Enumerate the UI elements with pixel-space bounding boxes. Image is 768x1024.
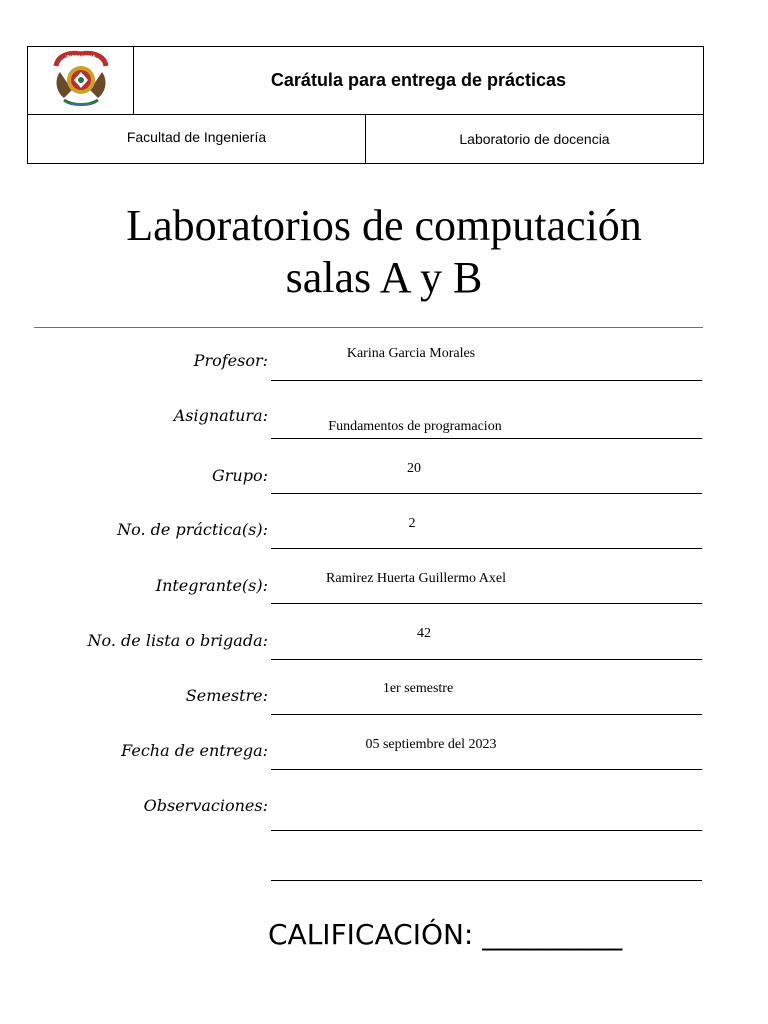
main-title-line-2: salas A y B: [285, 253, 483, 302]
asignatura-value: Fundamentos de programacion: [328, 419, 502, 434]
title-divider: [34, 327, 703, 328]
semestre-line: [271, 714, 702, 715]
observaciones-label: Observaciones:: [143, 796, 268, 815]
practica-value: 2: [408, 516, 416, 531]
lista-value: 42: [417, 626, 431, 641]
practica-line: [271, 548, 702, 549]
grupo-value: 20: [407, 461, 421, 476]
practica-label: No. de práctica(s):: [117, 520, 268, 539]
lista-label: No. de lista o brigada:: [87, 631, 268, 650]
lista-line: [271, 659, 702, 660]
asignatura-line: [271, 438, 702, 439]
observaciones-line-1: [271, 830, 702, 831]
grupo-line: [271, 493, 702, 494]
observaciones-line-2: [271, 880, 702, 881]
fecha-label: Fecha de entrega:: [121, 741, 268, 760]
fecha-line: [271, 769, 702, 770]
faculty-seal-logo: [50, 50, 112, 112]
integrantes-label: Integrante(s):: [155, 576, 268, 595]
logo-cell: [28, 47, 134, 114]
grade-label: CALIFICACIÓN: __________: [268, 918, 623, 951]
lab-name: Laboratorio de docencia: [459, 131, 610, 147]
semestre-label: Semestre:: [185, 686, 268, 705]
profesor-value: Karina Garcia Morales: [346, 346, 476, 361]
seal-lettering: INGENIERIA: [65, 54, 96, 61]
profesor-label: Profesor:: [193, 351, 268, 370]
asignatura-label: Asignatura:: [173, 406, 268, 425]
fecha-value: 05 septiembre del 2023: [365, 737, 497, 752]
semestre-value: 1er semestre: [382, 681, 454, 696]
document-title: Carátula para entrega de prácticas: [270, 70, 567, 90]
grupo-label: Grupo:: [212, 466, 268, 485]
profesor-line: [271, 380, 702, 381]
integrantes-line: [271, 603, 702, 604]
header-row-2: [28, 114, 703, 163]
header-table: [27, 46, 704, 164]
integrantes-value: Ramirez Huerta Guillermo Axel: [326, 571, 506, 586]
main-title-line-1: Laboratorios de computación: [126, 201, 642, 250]
main-title: [0, 200, 768, 304]
faculty-name: Facultad de Ingeniería: [28, 115, 366, 163]
